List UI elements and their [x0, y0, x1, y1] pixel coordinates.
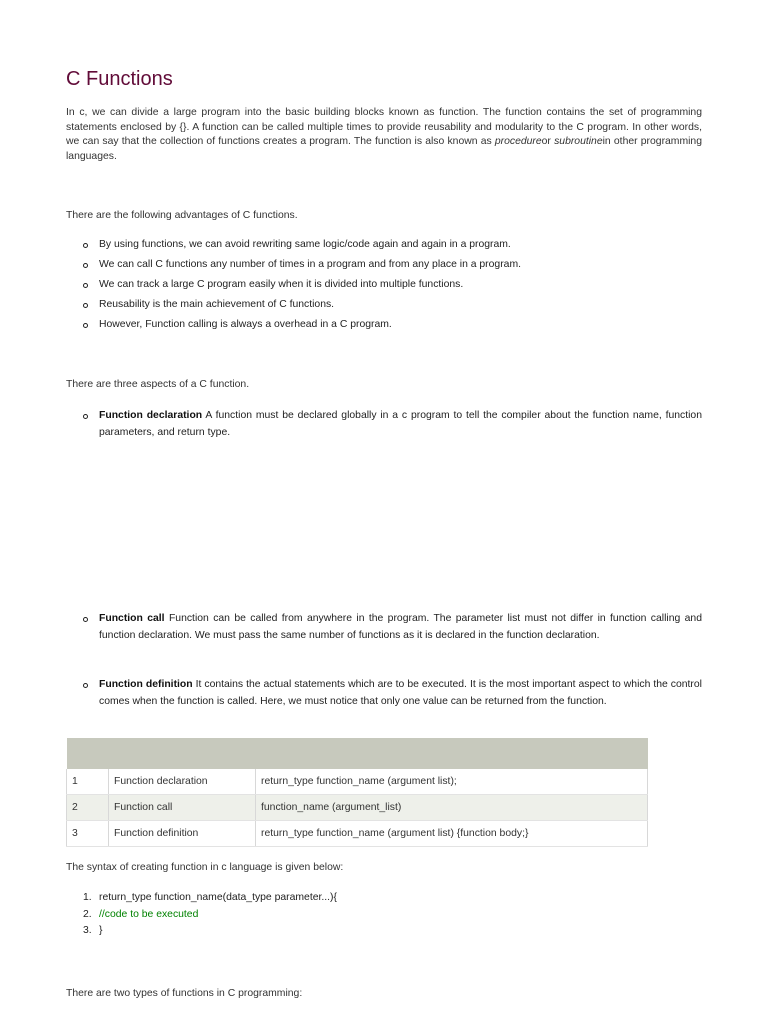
intro-em-procedure: procedure — [494, 136, 542, 148]
row-number: 3 — [67, 821, 109, 847]
code-block — [66, 890, 337, 940]
code-text: return_type function_name(data_type parameter...){ — [99, 892, 337, 903]
row-syntax: return_type function_name (argument list); — [256, 769, 648, 795]
aspect-text: Function can be called from anywhere in the program. The parameter list must not differ in function calling and function declaration. We must pass the same number of functions as it is declared in the function declaration. — [99, 613, 702, 641]
intro-text-end: in other programming languages. — [66, 136, 702, 162]
page-title: C Functions — [66, 68, 173, 90]
code-text: } — [99, 925, 103, 936]
aspects-heading: There are three aspects of a C function. — [66, 379, 250, 390]
list-item: We can track a large C program easily when it is divided into multiple functions. — [66, 275, 702, 295]
code-line — [66, 923, 337, 940]
row-aspect: Function definition — [109, 821, 256, 847]
row-number: 2 — [67, 795, 109, 821]
table-row — [67, 821, 648, 847]
aspect-declaration — [66, 407, 702, 441]
list-item: Reusability is the main achievement of C functions. — [66, 295, 702, 315]
aspect-term: Function definition — [99, 679, 193, 690]
line-number: 2. — [83, 908, 92, 920]
intro-text: In c, we can divide a large program into the basic building blocks known as function. The function contains the set of programming statements enclosed by {}. A function can be called multiple times to provide reusability and modularity to the C program. In other words, we can say that the collection of functions creates a program. The function is also known as — [66, 107, 702, 148]
aspect-text: It contains the actual statements which are to be executed. It is the most important aspect to which the control comes when the function is called. Here, we must notice that only one value can be returned from the function. — [99, 679, 702, 707]
code-line — [66, 890, 337, 907]
row-number: 1 — [67, 769, 109, 795]
list-item — [66, 676, 702, 710]
advantages-heading: There are the following advantages of C functions. — [66, 210, 298, 221]
row-aspect: Function call — [109, 795, 256, 821]
intro-em-subroutine: subroutine — [554, 136, 603, 148]
list-item — [66, 407, 702, 441]
aspects-table — [66, 738, 648, 847]
aspect-term: Function declaration — [99, 410, 203, 421]
line-number: 3. — [83, 925, 92, 936]
table-header — [67, 738, 648, 769]
list-item: We can call C functions any number of times in a program and from any place in a program. — [66, 255, 702, 275]
advantages-list — [66, 235, 702, 335]
intro-paragraph — [66, 106, 702, 164]
line-number: 1. — [83, 892, 92, 903]
row-syntax: function_name (argument_list) — [256, 795, 648, 821]
aspect-text: A function must be declared globally in a c program to tell the compiler about the function name, function parameters, and return type. — [99, 410, 702, 438]
row-syntax: return_type function_name (argument list) {function body;} — [256, 821, 648, 847]
list-item: However, Function calling is always a overhead in a C program. — [66, 315, 702, 335]
list-item: By using functions, we can avoid rewriting same logic/code again and again in a program. — [66, 235, 702, 255]
code-line — [66, 907, 337, 924]
table-row — [67, 769, 648, 795]
aspect-definition — [66, 676, 702, 710]
list-item — [66, 610, 702, 644]
table-row — [67, 795, 648, 821]
aspect-term: Function call — [99, 613, 165, 624]
intro-text-between: or — [541, 136, 555, 148]
code-comment: //code to be executed — [99, 908, 199, 920]
syntax-heading: The syntax of creating function in c language is given below: — [66, 862, 344, 873]
table-header-row — [67, 738, 648, 769]
row-aspect: Function declaration — [109, 769, 256, 795]
types-heading: There are two types of functions in C programming: — [66, 988, 303, 999]
aspect-call — [66, 610, 702, 644]
